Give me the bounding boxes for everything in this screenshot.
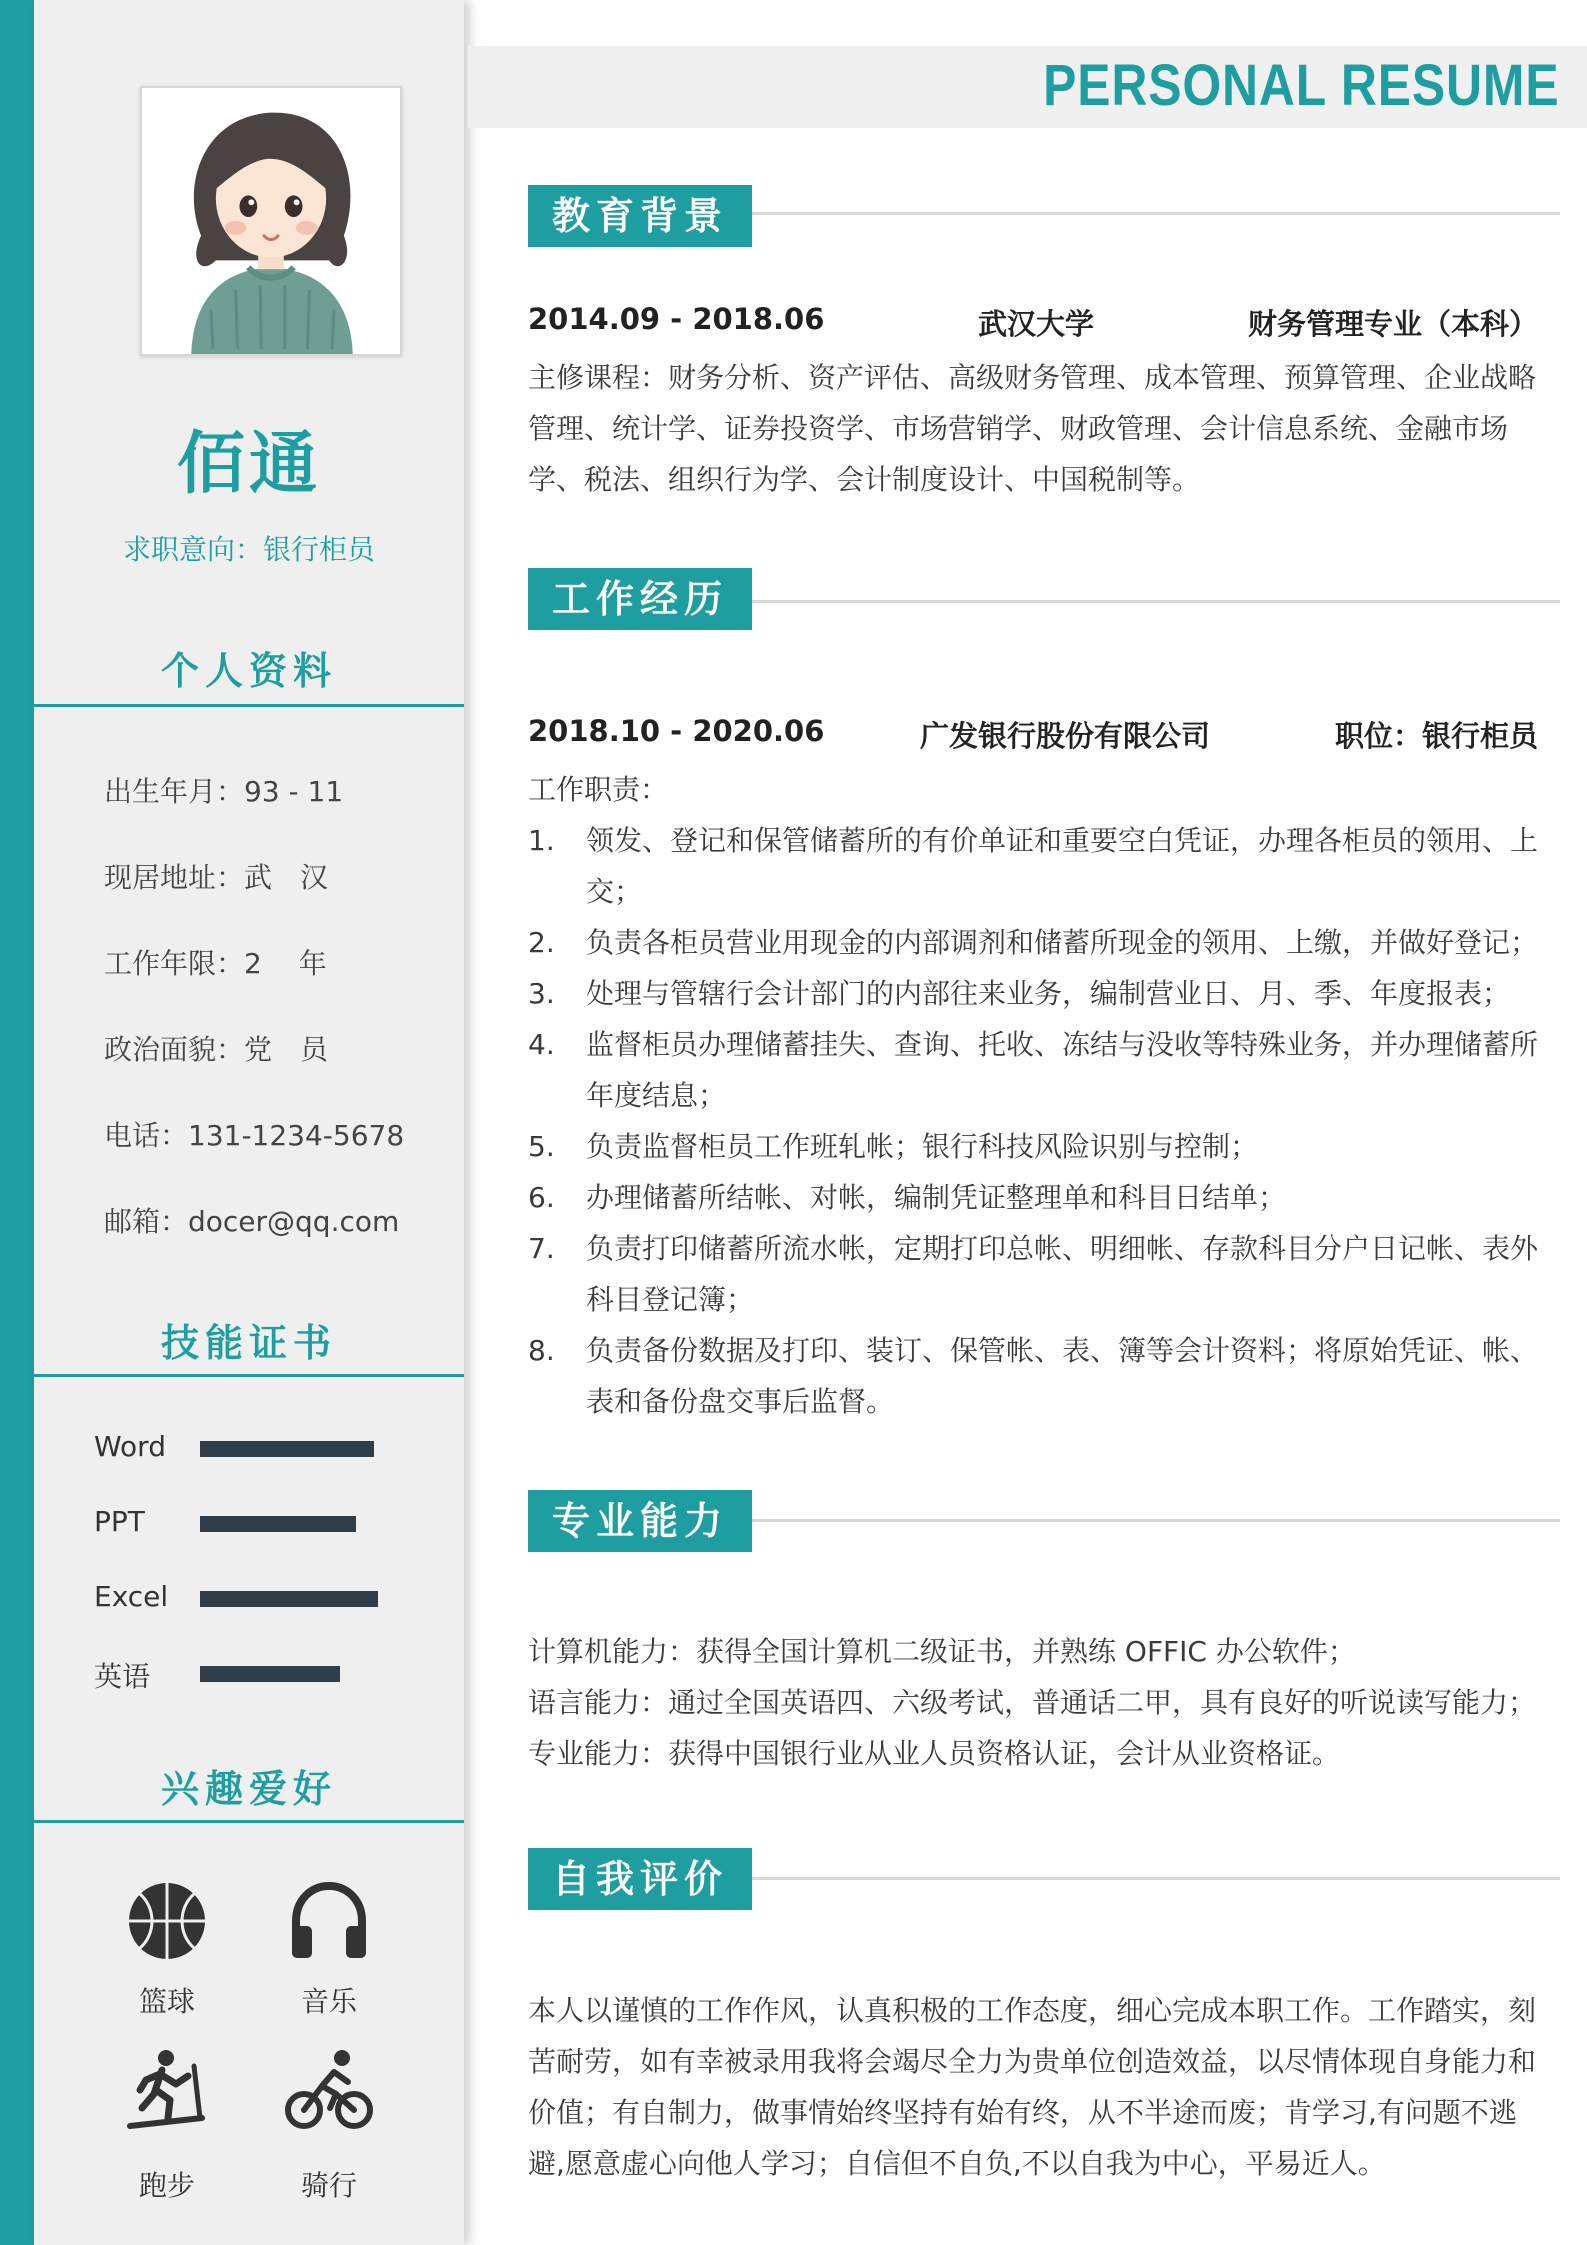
hobby-label-running: 跑步 bbox=[138, 2169, 195, 2202]
ability-computer: 计算机能力：获得全国计算机二级证书，并熟练 OFFIC 办公软件； bbox=[528, 1635, 1356, 1668]
sidebar bbox=[34, 0, 464, 2245]
skill-label-english: 英语 bbox=[94, 1660, 151, 1693]
ability-professional: 专业能力：获得中国银行业从业人员资格认证，会计从业资格证。 bbox=[528, 1737, 1341, 1770]
resume-title: PERSONAL RESUME bbox=[1042, 53, 1559, 118]
education-summary-row bbox=[528, 302, 1538, 342]
basketball-icon bbox=[122, 1876, 212, 1966]
work-divider bbox=[752, 600, 1560, 603]
cycling-icon bbox=[284, 2046, 374, 2136]
education-courses: 主修课程：财务分析、资产评估、高级财务管理、成本管理、预算管理、企业战略管理、统计学、证券投资学、市场营销学、财政管理、会计信息系统、金融市场学、税法、组织行为学、会计制度设计、中国税制等。 bbox=[528, 361, 1537, 496]
info-address: 现居地址：武 汉 bbox=[104, 861, 329, 894]
hobby-label-basketball: 篮球 bbox=[138, 1985, 195, 2018]
candidate-name: 佰通 bbox=[176, 425, 321, 504]
abilities-list bbox=[528, 1626, 1548, 1779]
info-birth: 出生年月：93 - 11 bbox=[104, 775, 344, 808]
list-item: 5. 负责监督柜员工作班轧帐；银行科技风险识别与控制； bbox=[528, 1130, 1259, 1163]
list-item: 2. 负责各柜员营业用现金的内部调剂和储蓄所现金的领用、上缴，并做好登记； bbox=[528, 926, 1539, 959]
info-phone: 电话：131-1234-5678 bbox=[104, 1119, 405, 1152]
self-evaluation-divider bbox=[752, 1877, 1560, 1880]
skill-label-word: Word bbox=[94, 1430, 166, 1463]
work-heading: 工作经历 bbox=[528, 568, 752, 630]
skills-divider bbox=[34, 1374, 464, 1377]
work-duties-list bbox=[528, 815, 1548, 1427]
abilities-divider bbox=[752, 1519, 1560, 1522]
running-icon bbox=[122, 2046, 212, 2136]
ability-language: 语言能力：通过全国英语四、六级考试，普通话二甲，具有良好的听说读写能力； bbox=[528, 1686, 1537, 1719]
skill-label-ppt: PPT bbox=[94, 1505, 145, 1538]
accent-stripe bbox=[0, 0, 34, 2245]
hobby-label-cycling: 骑行 bbox=[300, 2169, 357, 2202]
hobbies-heading: 兴趣爱好 bbox=[160, 1767, 337, 1811]
education-period: 2014.09 - 2018.06 bbox=[528, 302, 825, 336]
personal-info-divider bbox=[34, 704, 464, 707]
work-company: 广发银行股份有限公司 bbox=[920, 719, 1211, 753]
hobbies-divider bbox=[34, 1820, 464, 1823]
personal-info-heading: 个人资料 bbox=[160, 649, 337, 693]
list-item: 8. 负责备份数据及打印、装订、保管帐、表、簿等会计资料；将原始凭证、帐、表和备份盘交事后监督。 bbox=[528, 1334, 1539, 1418]
skill-bar-english bbox=[200, 1666, 340, 1682]
info-political-status: 政治面貌：党 员 bbox=[104, 1033, 329, 1066]
work-position: 职位：银行柜员 bbox=[1334, 719, 1538, 753]
list-item: 4. 监督柜员办理储蓄挂失、查询、托收、冻结与没收等特殊业务，并办理储蓄所年度结息； bbox=[528, 1028, 1539, 1112]
work-period: 2018.10 - 2020.06 bbox=[528, 714, 825, 748]
education-school: 武汉大学 bbox=[978, 307, 1095, 341]
list-item: 3. 处理与管辖行会计部门的内部往来业务，编制营业日、月、季、年度报表； bbox=[528, 977, 1511, 1010]
abilities-heading: 专业能力 bbox=[528, 1490, 752, 1552]
education-divider bbox=[752, 212, 1560, 215]
list-item: 6. 办理储蓄所结帐、对帐，编制凭证整理单和科目日结单； bbox=[528, 1181, 1287, 1214]
education-heading: 教育背景 bbox=[528, 185, 752, 247]
avatar-illustration bbox=[142, 88, 400, 354]
self-evaluation-text: 本人以谨慎的工作作风，认真积极的工作态度，细心完成本职工作。工作踏实，刻苦耐劳，如有幸被录用我将会竭尽全力为贵单位创造效益，以尽情体现自身能力和价值；有自制力，做事情始终坚持有始有终，从不半途而废；肯学习,有问题不逃避,愿意虚心向他人学习；自信但不自负,不以自我为中心，平易近人。 bbox=[528, 1994, 1537, 2180]
info-work-years: 工作年限：2 年 bbox=[104, 947, 327, 980]
skill-bar-ppt bbox=[200, 1516, 356, 1532]
skill-bar-excel bbox=[200, 1591, 378, 1607]
work-duties-label: 工作职责： bbox=[528, 773, 669, 806]
self-evaluation-heading: 自我评价 bbox=[528, 1848, 752, 1910]
list-item: 1. 领发、登记和保管储蓄所的有价单证和重要空白凭证，办理各柜员的领用、上交； bbox=[528, 824, 1539, 908]
hobby-label-music: 音乐 bbox=[300, 1985, 357, 2018]
skill-bar-word bbox=[200, 1441, 374, 1457]
education-major: 财务管理专业（本科） bbox=[1247, 307, 1538, 341]
job-target: 求职意向：银行柜员 bbox=[122, 533, 375, 566]
avatar bbox=[140, 86, 402, 356]
info-email: 邮箱：docer@qq.com bbox=[104, 1205, 400, 1238]
headphones-icon bbox=[284, 1876, 374, 1966]
skill-label-excel: Excel bbox=[94, 1580, 169, 1613]
work-summary-row bbox=[528, 714, 1538, 754]
list-item: 7. 负责打印储蓄所流水帐，定期打印总帐、明细帐、存款科目分户日记帐、表外科目登记簿； bbox=[528, 1232, 1539, 1316]
skills-heading: 技能证书 bbox=[160, 1321, 337, 1365]
